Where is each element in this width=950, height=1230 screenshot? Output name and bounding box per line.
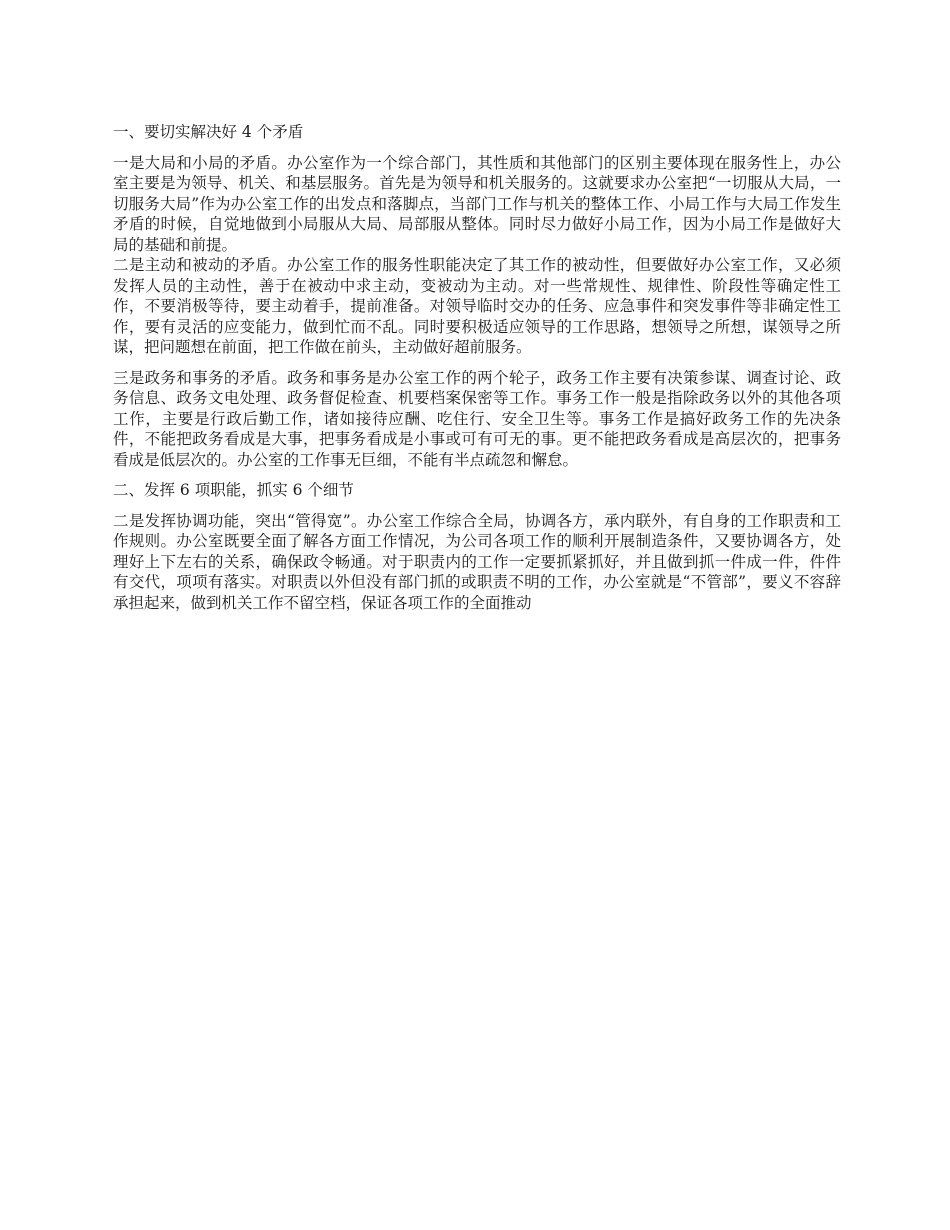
- section-heading-2: 二、发挥 6 项职能，抓实 6 个细节: [113, 481, 354, 499]
- paragraph-coordination: 二是发挥协调功能，突出“管得宽”。办公室工作综合全局，协调各方，承内联外，有自身的工作职责和工作规则。办公室既要全面了解各方面工作情况，为公司各项工作的顺利开展制造条件，又要协调各方，处理好上下左右的关系，确保政令畅通。对于职责内的工作一定要抓紧抓好，并且做到抓一件成一件，件件有交代，项项有落实。对职责以外但没有部门抓的或职责不明的工作，办公室就是“不管部”，要义不容辞承担起来，做到机关工作不留空档，保证各项工作的全面推动: [113, 511, 841, 612]
- paragraph-big-small: 一是大局和小局的矛盾。办公室作为一个综合部门，其性质和其他部门的区别主要体现在服务性上，办公室主要是为领导、机关、和基层服务。首先是为领导和机关服务的。这就要求办公室把“一切服从大局，一切服务大局”作为办公室工作的出发点和落脚点，当部门工作与机关的整体工作、小局工作与大局工作发生矛盾的时候，自觉地做到小局服从大局、局部服从整体。同时尽力做好小局工作，因为小局工作是做好大局的基础和前提。: [113, 153, 841, 254]
- paragraph-active-passive: 二是主动和被动的矛盾。办公室工作的服务性职能决定了其工作的被动性，但要做好办公室工作，又必须发挥人员的主动性，善于在被动中求主动，变被动为主动。对一些常规性、规律性、阶段性等确定性工作，不要消极等待，要主动着手，提前准备。对领导临时交办的任务、应急事件和突发事件等非确定性工作，要有灵活的应变能力，做到忙而不乱。同时要积极适应领导的工作思路，想领导之所想，谋领导之所谋，把问题想在前面，把工作做在前头，主动做好超前服务。: [113, 256, 841, 356]
- document-body: [113, 122, 841, 613]
- paragraph-government-affairs: 三是政务和事务的矛盾。政务和事务是办公室工作的两个轮子，政务工作主要有决策参谋、调查讨论、政务信息、政务文电处理、政务督促检查、机要档案保密等工作。事务工作一般是指除政务以外的其他各项工作，主要是行政后勤工作，诸如接待应酬、吃住行、安全卫生等。事务工作是搞好政务工作的先决条件，不能把政务看成是大事，把事务看成是小事或可有可无的事。更不能把政务看成是高层次的，把事务看成是低层次的。办公室的工作事无巨细，不能有半点疏忽和懈怠。: [113, 368, 841, 469]
- section-heading-1: 一、要切实解决好 4 个矛盾: [113, 123, 304, 141]
